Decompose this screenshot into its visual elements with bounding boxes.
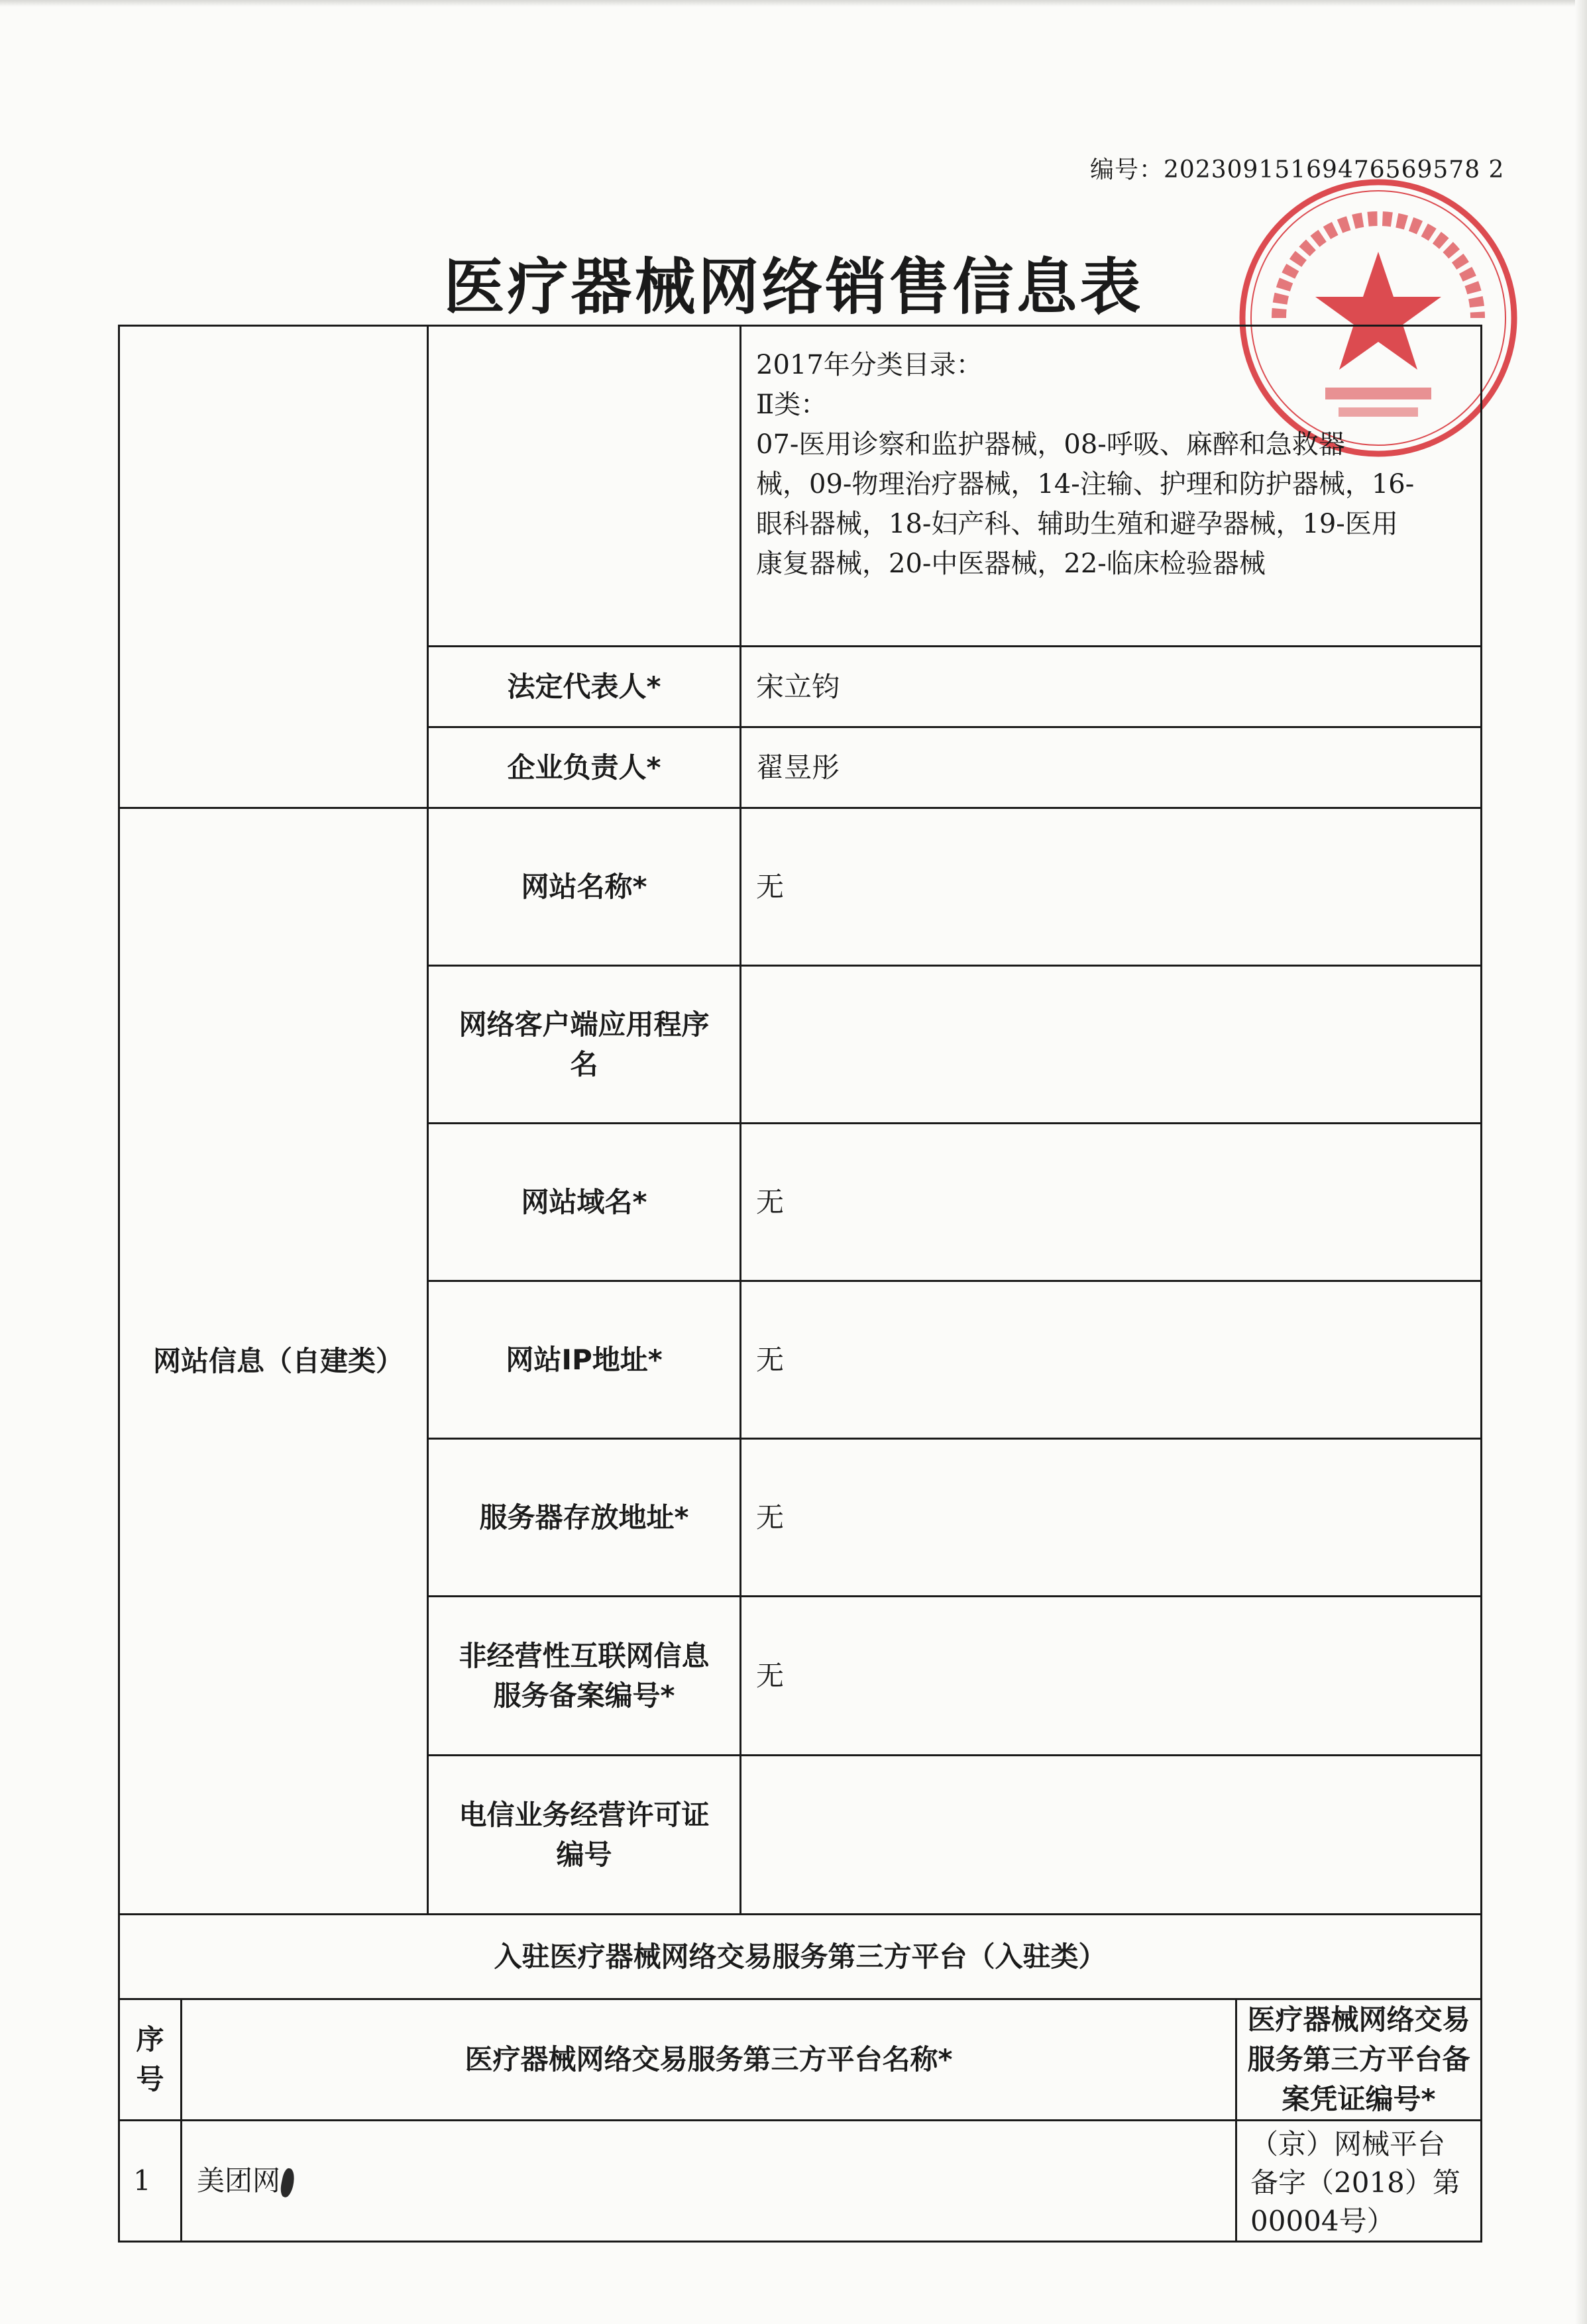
category-line-3: 07-医用诊察和监护器械，08-呼吸、麻醉和急救器 bbox=[756, 429, 1345, 460]
server-address-label: 服务器存放地址* bbox=[428, 1439, 741, 1597]
platform-section-row bbox=[119, 1915, 1482, 1999]
category-line-2: Ⅱ类： bbox=[756, 390, 828, 420]
page-title: 医疗器械网络销售信息表 bbox=[443, 252, 1144, 323]
platform-row bbox=[119, 2121, 1482, 2242]
document-number-label: 编号： bbox=[1090, 156, 1164, 184]
enterprise-head-label: 企业负责人* bbox=[428, 727, 741, 808]
domain-value: 无 bbox=[741, 1124, 1482, 1281]
category-line-5: 眼科器械，18-妇产科、辅助生殖和避孕器械，19-医用 bbox=[756, 509, 1398, 539]
platform-header-row bbox=[119, 1999, 1482, 2121]
domain-label: 网站域名* bbox=[428, 1124, 741, 1281]
platform-seq: 1 bbox=[119, 2121, 182, 2242]
website-row bbox=[119, 808, 1482, 966]
platform-cert-header bbox=[1236, 1999, 1482, 2121]
icp-record-label: 非经营性互联网信息服务备案编号* bbox=[428, 1597, 741, 1756]
legal-rep-label: 法定代表人* bbox=[428, 647, 741, 727]
medical-device-info-table bbox=[118, 325, 1482, 2243]
ink-smudge bbox=[279, 2168, 297, 2199]
category-value bbox=[741, 326, 1482, 647]
website-name-label: 网站名称* bbox=[428, 808, 741, 966]
scan-right-edge bbox=[1575, 0, 1587, 2324]
seq-header: 序号 bbox=[119, 1999, 182, 2121]
platform-name-text: 美团网 bbox=[197, 2164, 281, 2197]
blank-label-cell bbox=[428, 326, 741, 647]
ip-address-label: 网站IP地址* bbox=[428, 1281, 741, 1439]
platform-cert-header-text: 医疗器械网络交易服务第三方平台备案凭证编号* bbox=[1247, 2003, 1470, 2115]
website-section-label-text: 网站信息（自建类） bbox=[153, 1344, 404, 1377]
blank-section-cell bbox=[119, 326, 428, 808]
website-name-value: 无 bbox=[741, 808, 1482, 966]
document-number-value: 20230915169476569578 2 bbox=[1164, 156, 1505, 184]
platform-cert: （京）网械平台备字（2018）第00004号） bbox=[1236, 2121, 1482, 2242]
platform-name-header: 医疗器械网络交易服务第三方平台名称* bbox=[182, 1999, 1236, 2121]
client-app-name-value bbox=[741, 966, 1482, 1124]
enterprise-head-value: 翟昱彤 bbox=[741, 727, 1482, 808]
scan-top-edge bbox=[0, 0, 1587, 7]
platform-name bbox=[182, 2121, 1236, 2242]
telecom-license-label: 电信业务经营许可证编号 bbox=[428, 1756, 741, 1915]
client-app-name-label: 网络客户端应用程序名 bbox=[428, 966, 741, 1124]
icp-record-value: 无 bbox=[741, 1597, 1482, 1756]
platform-section-title: 入驻医疗器械网络交易服务第三方平台（入驻类） bbox=[119, 1915, 1482, 1999]
category-line-4: 械，09-物理治疗器械，14-注输、护理和防护器械，16- bbox=[756, 469, 1415, 500]
legal-rep-value: 宋立钧 bbox=[741, 647, 1482, 727]
server-address-value: 无 bbox=[741, 1439, 1482, 1597]
website-section-label bbox=[119, 808, 428, 1915]
ip-address-value: 无 bbox=[741, 1281, 1482, 1439]
category-line-6: 康复器械，20-中医器械，22-临床检验器械 bbox=[756, 549, 1266, 579]
category-line-1: 2017年分类目录： bbox=[756, 350, 983, 380]
telecom-license-value bbox=[741, 1756, 1482, 1915]
